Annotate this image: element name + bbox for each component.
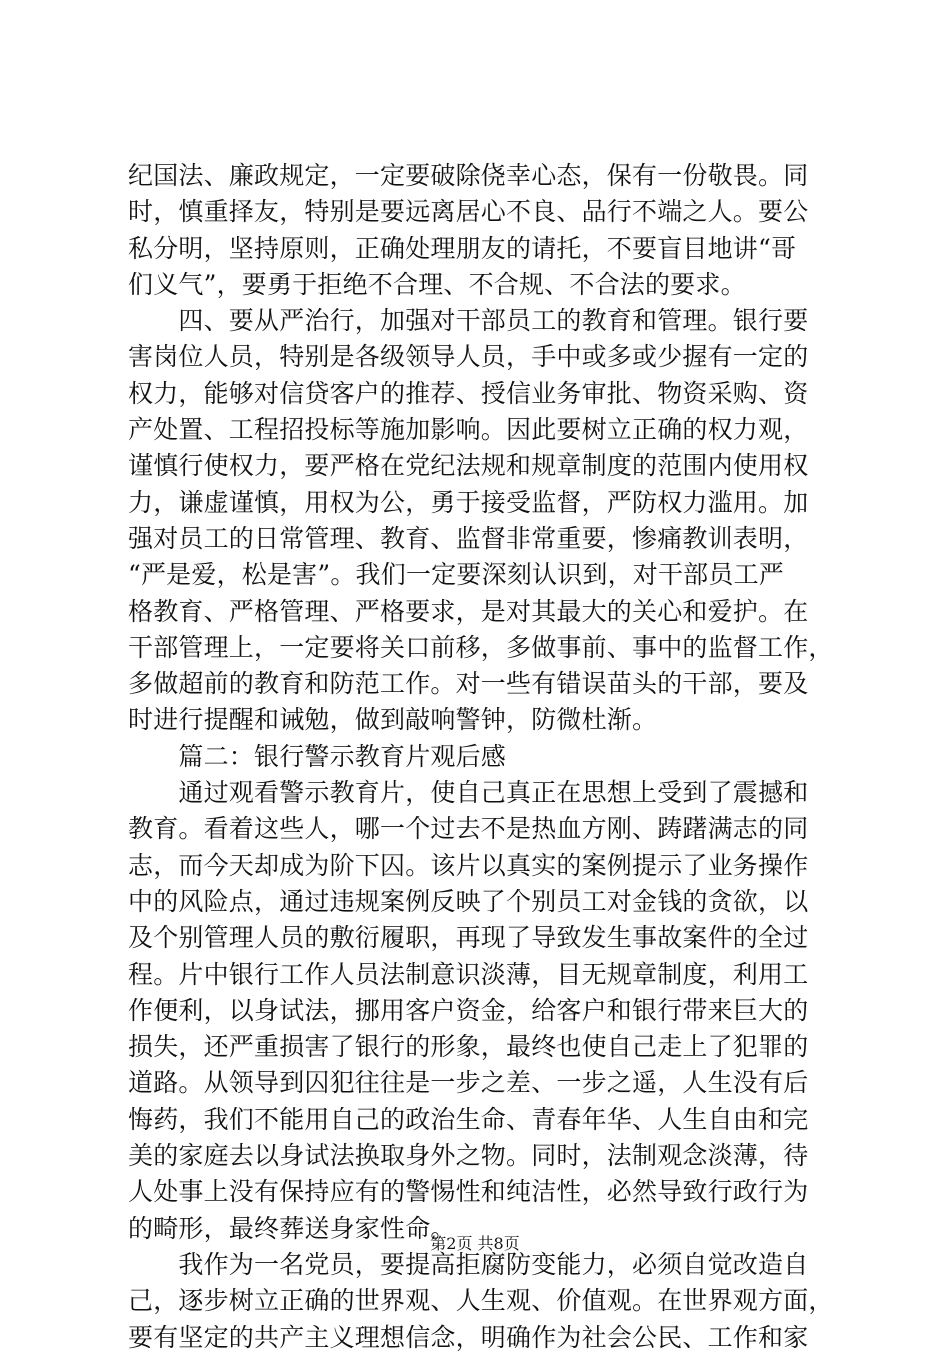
text-line: 中的风险点，通过违规案例反映了个别员工对金钱的贪欲，以 [128,886,809,916]
page-number: 第2页 共8页 [430,1234,520,1253]
text-line: 要有坚定的共产主义理想信念，明确作为社会公民、工作和家 [128,1322,809,1352]
text-line: “严是爱，松是害”。我们一定要深刻认识到，对干部员工严 [128,560,784,590]
text-line: 产处置、工程招投标等施加影响。因此要树立正确的权力观， [128,415,809,445]
text-line: 悔药，我们不能用自己的政治生命、青春年华、人生自由和完 [128,1104,809,1134]
text-line: 私分明，坚持原则，正确处理朋友的请托，不要盲目地讲“哥 [128,233,797,263]
text-line: 道路。从领导到囚犯往往是一步之差、一步之遥，人生没有后 [128,1068,809,1098]
text-line: 及个别管理人员的敷衍履职，再现了导致发生事故案件的全过 [128,923,809,953]
text-line: 们义气”，要勇于拒绝不合理、不合规、不合法的要求。 [128,269,746,299]
text-line: 美的家庭去以身试法换取身外之物。同时，法制观念淡薄，待 [128,1141,809,1171]
text-line: 害岗位人员，特别是各级领导人员，手中或多或少握有一定的 [128,342,809,372]
text-line: 谨慎行使权力，要严格在党纪法规和规章制度的范围内使用权 [128,451,809,481]
text-line: 强对员工的日常管理、教育、监督非常重要，惨痛教训表明， [128,523,809,553]
text-line: 时进行提醒和诫勉，做到敲响警钟，防微杜渐。 [128,705,658,735]
text-line: 四、要从严治行，加强对干部员工的教育和管理。银行要 [128,306,809,336]
section-heading: 篇二：银行警示教育片观后感 [128,741,507,771]
text-line: 教育。看着这些人，哪一个过去不是热血方刚、踌躇满志的同 [128,814,809,844]
text-line: 人处事上没有保持应有的警惕性和纯洁性，必然导致行政行为 [128,1177,809,1207]
text-line: 力，谦虚谨慎，用权为公，勇于接受监督，严防权力滥用。加 [128,487,809,517]
text-line: 我作为一名党员，要提高拒腐防变能力，必须自觉改造自 [128,1249,809,1279]
text-line: 程。片中银行工作人员法制意识淡薄，目无规章制度，利用工 [128,959,809,989]
document-body [128,158,834,1356]
text-line: 通过观看警示教育片，使自己真正在思想上受到了震撼和 [128,778,809,808]
text-line: 的畸形，最终葬送身家性命。 [128,1213,456,1243]
text-line: 时，慎重择友，特别是要远离居心不良、品行不端之人。要公 [128,197,809,227]
text-line: 作便利，以身试法，挪用客户资金，给客户和银行带来巨大的 [128,995,809,1025]
text-line: 志，而今天却成为阶下囚。该片以真实的案例提示了业务操作 [128,850,809,880]
text-line: 干部管理上，一定要将关口前移，多做事前、事中的监督工作， [128,632,834,662]
text-line: 格教育、严格管理、严格要求，是对其最大的关心和爱护。在 [128,596,809,626]
page-footer [0,1234,950,1254]
text-line: 纪国法、廉政规定，一定要破除侥幸心态，保有一份敬畏。同 [128,161,809,190]
text-line: 权力，能够对信贷客户的推荐、授信业务审批、物资采购、资 [128,378,809,408]
text-line: 损失，还严重损害了银行的形象，最终也使自己走上了犯罪的 [128,1032,809,1062]
text-line: 己，逐步树立正确的世界观、人生观、价值观。在世界观方面， [128,1286,834,1316]
text-line: 多做超前的教育和防范工作。对一些有错误苗头的干部，要及 [128,669,809,699]
